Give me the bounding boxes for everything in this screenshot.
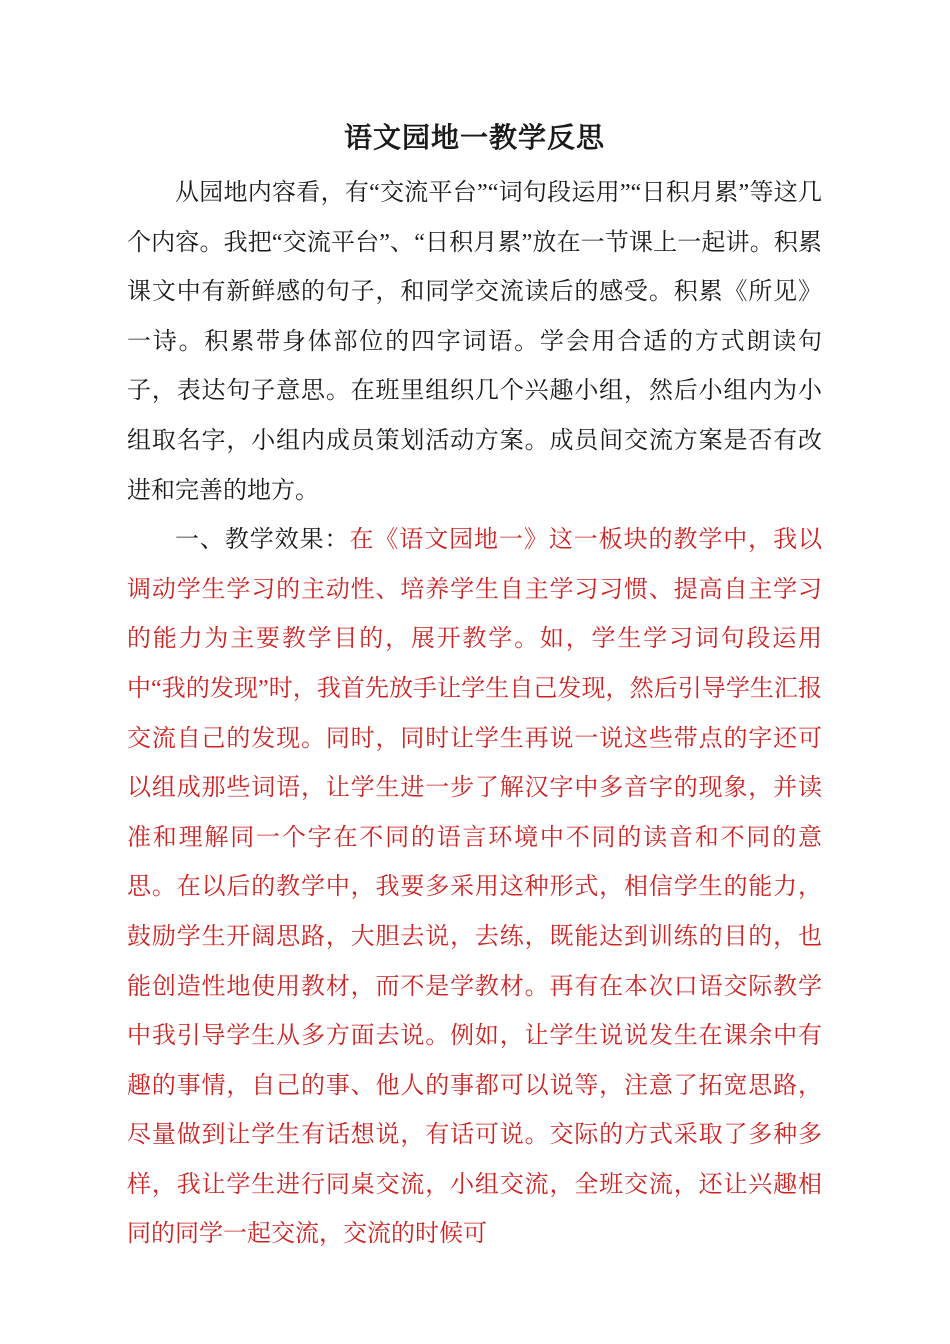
paragraph-teaching-effect [127,516,822,1260]
teaching-effect-body-text: 在《语文园地一》这一板块的教学中，我以调动学生学习的主动性、培养学生自主学习习惯、提高自主学习的能力为主要教学目的，展开教学。如，学生学习词句段运用中“我的发现”时，我首先放手让学生自己发现，然后引导学生汇报交流自己的发现。同时，同时让学生再说一说这些带点的字还可以组成那些词语，让学生进一步了解汉字中多音字的现象，并读准和理解同一个字在不同的语言环境中不同的读音和不同的意思。在以后的教学中，我要多采用这种形式，相信学生的能力，鼓励学生开阔思路，大胆去说，去练，既能达到训练的目的，也能创造性地使用教材，而不是学教材。再有在本次口语交际教学中我引导学生从多方面去说。例如，让学生说说发生在课余中有趣的事情，自己的事、他人的事都可以说等，注意了拓宽思路，尽量做到让学生有话想说，有话可说。交际的方式采取了多种多样，我让学生进行同桌交流，小组交流，全班交流，还让兴趣相同的同学一起交流，交流的时候可 [127,527,823,1248]
document-content [127,0,822,1260]
document-title: 语文园地一教学反思 [343,123,605,154]
paragraph-overview [127,169,822,516]
teaching-effect-heading: 一、教学效果： [175,527,350,554]
overview-text: 从园地内容看，有“交流平台”“词句段运用”“日积月累”等这几个内容。我把“交流平台”、“日积月累”放在一节课上一起讲。积累课文中有新鲜感的句子，和同学交流读后的感受。积累《所见》一诗。积累带身体部位的四字词语。学会用合适的方式朗读句子，表达句子意思。在班里组织几个兴趣小组，然后小组内为小组取名字，小组内成员策划活动方案。成员间交流方案是否有改进和完善的地方。 [127,180,822,504]
